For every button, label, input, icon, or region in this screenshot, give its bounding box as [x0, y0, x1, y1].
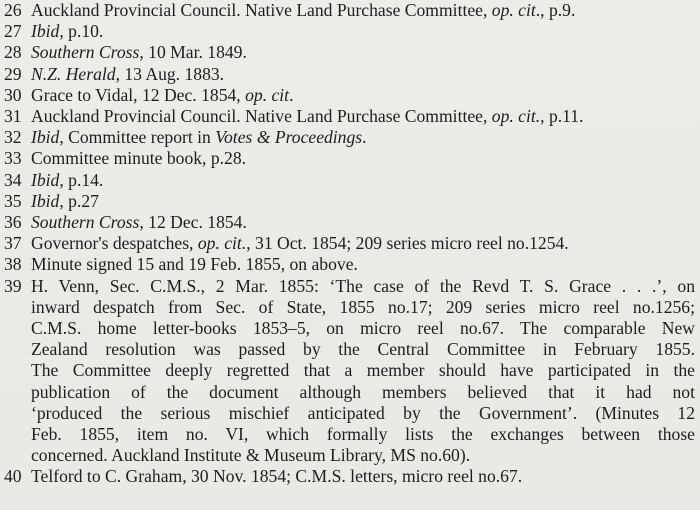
footnote-italic: op. cit. [491, 106, 541, 127]
footnote-line: Zealand resolution was passed by the Central Committee in February 1855. [31, 339, 695, 360]
footnote-line: ‘produced the serious mischief anticipated by the Government’. (Minutes 12 [31, 402, 695, 423]
footnote-number: 39 [4, 275, 22, 296]
footnote-number: 37 [4, 233, 22, 254]
footnote-number: 36 [4, 212, 22, 233]
footnote-text: Governor's despatches, [31, 233, 198, 254]
footnote-line: C.M.S. home letter-books 1853–5, on micro reel no.67. The comparable New [31, 318, 695, 339]
footnote-text: , 10 Mar. 1849. [139, 42, 247, 63]
footnote-32 [4, 127, 700, 148]
footnote-italic: Southern Cross [31, 212, 140, 233]
footnote-39 [4, 276, 695, 467]
footnote-line: publication of the document although members believed that it had not [31, 381, 695, 402]
footnote-italic: op. cit [245, 84, 290, 105]
footnote-38 [4, 254, 700, 275]
footnote-number: 26 [4, 0, 22, 20]
footnote-line: The Committee deeply regretted that a member should have participated in the [31, 360, 695, 381]
footnote-27 [4, 21, 700, 42]
footnote-text: Committee minute book, p.28. [31, 148, 247, 169]
footnote-italic: Ibid [31, 169, 60, 190]
footnote-italic: op. cit [491, 0, 536, 20]
footnote-34 [4, 170, 700, 191]
footnote-36 [4, 212, 700, 233]
footnote-text: . [362, 127, 367, 148]
footnote-31 [4, 106, 700, 127]
footnote-text: , p.27 [59, 190, 99, 211]
footnote-number: 34 [4, 169, 22, 190]
footnote-33 [4, 148, 700, 169]
footnote-text: , 31 Oct. 1854; 209 series micro reel no.1254. [246, 233, 569, 254]
footnote-40 [4, 466, 700, 487]
footnote-italic: Ibid [31, 127, 60, 148]
footnote-text: , Committee report in [59, 127, 216, 148]
footnote-text: , p.14. [59, 169, 104, 190]
footnote-italic: Votes & Proceedings [215, 127, 363, 148]
footnote-number: 28 [4, 42, 22, 63]
footnote-number: 31 [4, 106, 22, 127]
footnote-text: . [289, 84, 294, 105]
footnote-italic: Southern Cross [31, 42, 140, 63]
footnote-text: Auckland Provincial Council. Native Land Purchase Committee, [31, 0, 492, 20]
footnote-text: ., p.9. [535, 0, 576, 20]
footnote-italic: Ibid [31, 190, 60, 211]
footnote-number: 35 [4, 190, 22, 211]
footnote-number: 30 [4, 84, 22, 105]
footnote-number: 40 [4, 466, 22, 487]
footnote-text: , p.10. [59, 21, 104, 42]
footnote-number: 32 [4, 127, 22, 148]
footnote-29 [4, 64, 700, 85]
footnote-text: , 13 Aug. 1883. [115, 63, 225, 84]
footnote-28 [4, 42, 700, 63]
footnote-line: concerned. Auckland Institute & Museum Library, MS no.60). [31, 445, 471, 466]
footnote-text: , 12 Dec. 1854. [139, 212, 247, 233]
footnote-text: Grace to Vidal, 12 Dec. 1854, [31, 84, 246, 105]
footnote-line: Feb. 1855, item no. VI, which formally lists the exchanges between those [31, 424, 695, 445]
footnote-number: 38 [4, 254, 22, 275]
footnotes-list [4, 0, 700, 488]
footnote-line: inward despatch from Sec. of State, 1855 no.17; 209 series micro reel no.1256; [31, 296, 695, 317]
footnote-italic: op. cit. [197, 233, 247, 254]
footnote-number: 27 [4, 21, 22, 42]
footnote-text: , p.11. [540, 106, 584, 127]
footnote-text: Auckland Provincial Council. Native Land Purchase Committee, [31, 106, 492, 127]
footnote-number: 33 [4, 148, 22, 169]
footnote-26 [4, 0, 700, 21]
footnote-37 [4, 233, 700, 254]
footnote-italic: N.Z. Herald [31, 63, 116, 84]
footnote-30 [4, 85, 700, 106]
footnote-35 [4, 191, 700, 212]
footnote-text: Minute signed 15 and 19 Feb. 1855, on above. [31, 254, 358, 275]
footnote-line: H. Venn, Sec. C.M.S., 2 Mar. 1855: ‘The case of the Revd T. S. Grace . . .’, on [31, 275, 695, 296]
footnote-text: Telford to C. Graham, 30 Nov. 1854; C.M.S. letters, micro reel no.67. [31, 466, 523, 487]
footnote-italic: Ibid [31, 21, 60, 42]
footnote-number: 29 [4, 63, 22, 84]
